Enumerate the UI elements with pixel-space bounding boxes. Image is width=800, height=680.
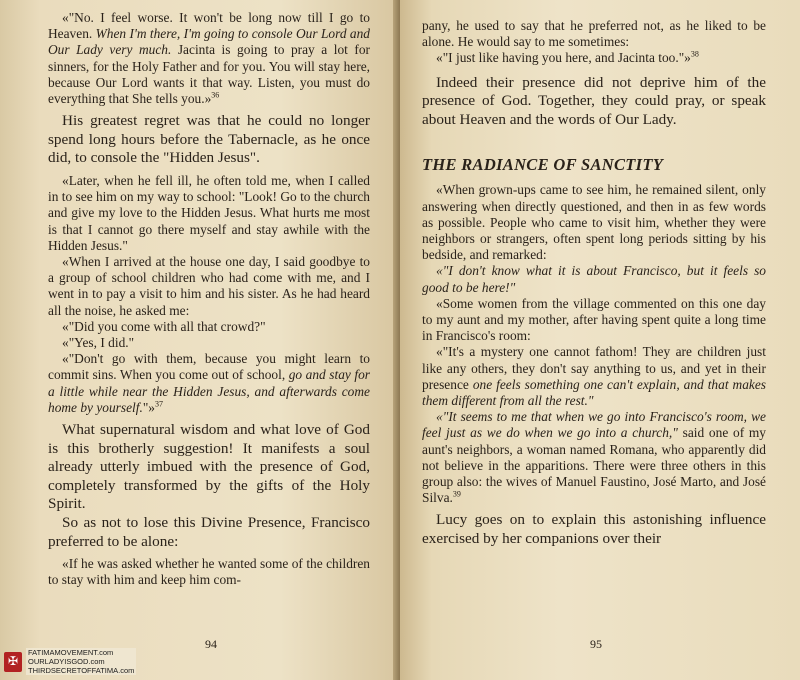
paragraph <box>48 351 370 416</box>
right-page <box>400 0 800 680</box>
text: «"No. I feel worse. It won't be long now till I go to Heaven. <box>48 10 370 42</box>
footnote-ref: 39 <box>452 489 461 499</box>
paragraph: So as not to lose this Divine Presence, Francisco preferred to be alone: <box>48 514 370 550</box>
paragraph: pany, he used to say that he preferred not, as he liked to be alone. He would say to me sometimes: <box>422 18 766 50</box>
watermark-footer <box>4 648 136 675</box>
text: Jacinta is going to pray a lot for sinners, for the Holy Father and for you. You will stay here, because Our Lord wants it that way. Listen, you must do everything that She tells you.» <box>48 42 371 107</box>
text: «"Don't go with them, because you might learn to commit sins. When you come out of school, <box>48 351 370 383</box>
text: «"It's a mystery one cannot fathom! They are children just like any others, they don't say anything to us, and yet in their presence <box>422 344 766 392</box>
paragraph: «When I arrived at the house one day, I said goodbye to a group of school children who had come with me, and I went in to pay a visit to him and his sister. As he had heard all the noise, he asked me: <box>48 254 370 318</box>
watermark-line: THIRDSECRETOFFATIMA.com <box>28 666 135 675</box>
text: "» <box>142 399 155 415</box>
shield-cross-icon: ✠ <box>4 652 22 672</box>
watermark-line: OURLADYISGOD.com <box>28 657 105 666</box>
watermark-lines <box>26 648 136 675</box>
page-number: 95 <box>590 637 602 651</box>
paragraph: «Some women from the village commented on this one day to my aunt and my mother, after having spent quite a long time in Francisco's room: <box>422 295 766 344</box>
paragraph <box>422 50 766 66</box>
paragraph: «"Did you come with all that crowd?" <box>62 318 266 334</box>
italic-text: When I'm there, I'm going to console Our Lord and Our Lady very much. <box>48 26 370 58</box>
watermark-line: FATIMAMOVEMENT.com <box>28 648 114 657</box>
page-number: 94 <box>205 637 217 651</box>
paragraph <box>48 10 370 107</box>
footnote-ref: 38 <box>690 49 699 59</box>
paragraph <box>422 409 766 506</box>
text: said one of my aunt's neighbors, a woman named Romana, who apparently did not believe in the apparitions. There were three others in this group also: the wives of Manuel Faustino, José Marto, and José Silva. <box>422 425 766 506</box>
text: «"I just like having you here, and Jacinta too."» <box>436 50 691 66</box>
italic-text: go and stay for a little while near the Hidden Jesus, and afterwards come home by yourself. <box>48 367 370 415</box>
section-heading: THE RADIANCE OF SANCTITY <box>422 155 664 175</box>
paragraph: «If he was asked whether he wanted some of the children to stay with him and keep him com- <box>48 556 370 588</box>
paragraph: Lucy goes on to explain this astonishing influence exercised by her companions over their <box>422 511 766 548</box>
paragraph: Indeed their presence did not deprive him of the presence of God. Together, they could pray, or speak about Heaven and the words of Our Lady. <box>422 73 766 128</box>
paragraph: What supernatural wisdom and what love of God is this brotherly suggestion! It manifests a soul already utterly imbued with the presence of God, completely transformed by the gifts of the Holy Spirit. <box>48 421 370 513</box>
paragraph: «Later, when he fell ill, he often told me, when I called in to see him on my way to school: "Look! Go to the church and give my love to the Hidden Jesus. What hurts me most is that I cannot go there myself and stay awhile with the Hidden Jesus." <box>48 173 370 253</box>
italic-text: «"I don't know what it is about Francisco, but it feels so good to be here!" <box>422 263 766 295</box>
paragraph <box>422 263 766 295</box>
footnote-ref: 37 <box>155 399 163 409</box>
paragraph: «"Yes, I did." <box>62 335 135 351</box>
italic-text: «"It seems to me that when we go into Francisco's room, we feel just as we do when we go into a church," <box>422 409 766 441</box>
paragraph: His greatest regret was that he could no longer spend long hours before the Tabernacle, as he once did, to console the "Hidden Jesus". <box>48 112 370 167</box>
paragraph: «When grown-ups came to see him, he remained silent, only answering when directly questioned, and then in as few words as possible. People who came to visit him, whether they were neighbors or strangers, often spent long periods sitting by his bedside, and remarked: <box>422 182 766 263</box>
paragraph <box>422 344 766 409</box>
italic-text: one feels something one can't explain, and that makes them different from all the rest." <box>422 376 766 409</box>
footnote-ref: 36 <box>211 90 220 100</box>
